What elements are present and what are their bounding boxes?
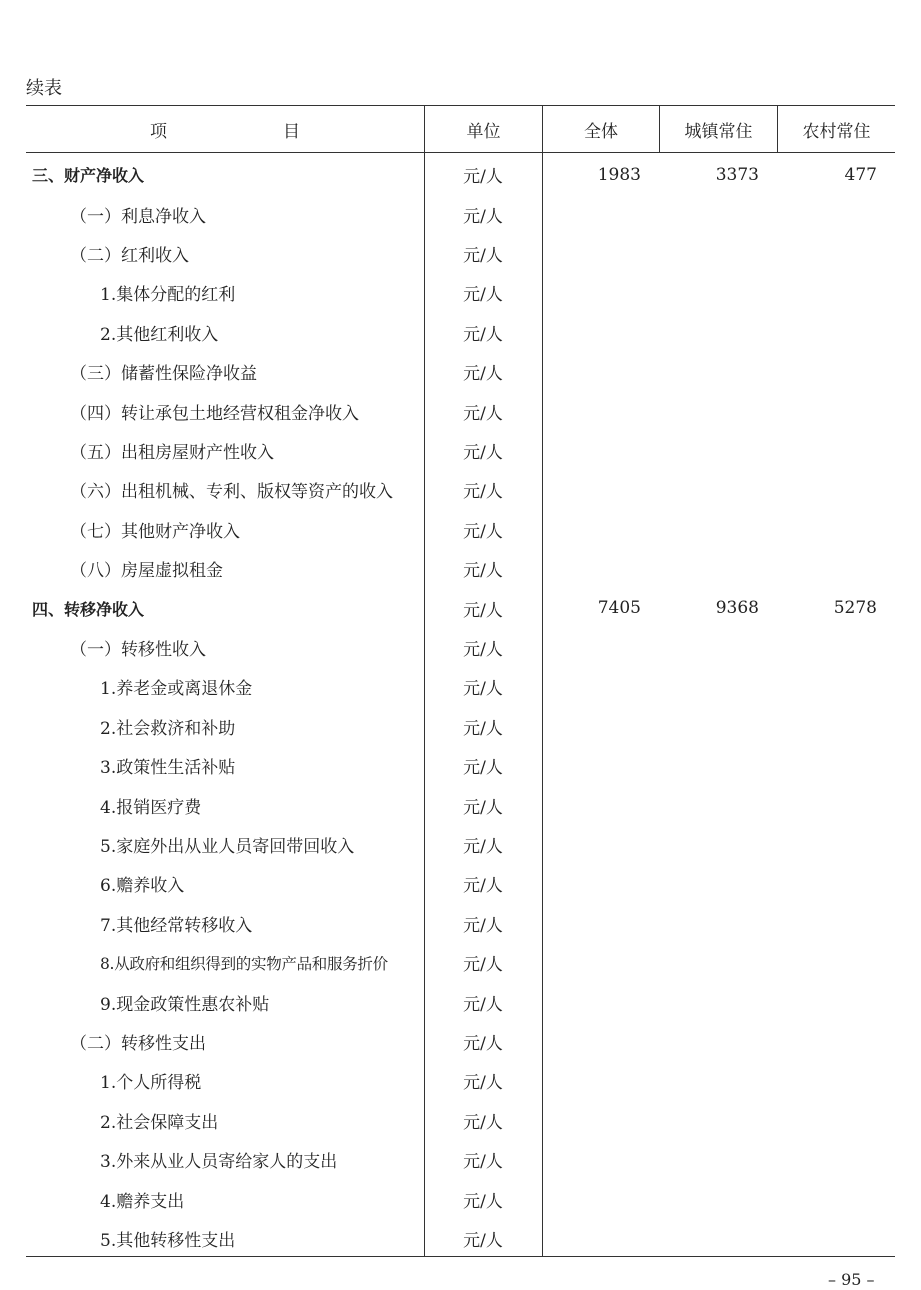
row-value-urban: 9368 bbox=[715, 598, 759, 619]
row-value-urban bbox=[659, 1179, 777, 1218]
row-unit: 元/人 bbox=[463, 482, 503, 503]
row-value-urban bbox=[659, 313, 777, 352]
table-row bbox=[26, 864, 895, 903]
page-number: – 95 – bbox=[828, 1270, 875, 1289]
header-rural: 农村常住 bbox=[777, 106, 895, 152]
row-value-rural bbox=[777, 431, 895, 470]
row-value-rural bbox=[777, 667, 895, 706]
row-unit: 元/人 bbox=[463, 167, 503, 188]
row-value-all bbox=[542, 1179, 659, 1218]
header-item bbox=[26, 106, 424, 152]
row-value-rural bbox=[777, 1179, 895, 1218]
row-value-all bbox=[542, 431, 659, 470]
row-value-rural: 477 bbox=[844, 164, 877, 185]
row-value-urban bbox=[659, 352, 777, 391]
row-value-all: 7405 bbox=[597, 598, 641, 619]
row-item: （八）房屋虚拟租金 bbox=[70, 561, 223, 582]
row-value-all bbox=[542, 1022, 659, 1061]
table-row bbox=[26, 707, 895, 746]
row-value-all bbox=[542, 707, 659, 746]
table-row bbox=[26, 628, 895, 667]
table-row bbox=[26, 510, 895, 549]
row-unit: 元/人 bbox=[463, 718, 503, 739]
header-item-left: 项 bbox=[150, 121, 167, 142]
row-value-urban bbox=[659, 549, 777, 588]
table-row bbox=[26, 1179, 895, 1218]
table-row bbox=[26, 667, 895, 706]
row-value-urban bbox=[659, 1022, 777, 1061]
row-item: （六）出租机械、专利、版权等资产的收入 bbox=[70, 482, 393, 503]
header-urban: 城镇常住 bbox=[659, 106, 777, 152]
row-unit: 元/人 bbox=[463, 1112, 503, 1133]
row-unit: 元/人 bbox=[463, 403, 503, 424]
row-value-rural bbox=[777, 1061, 895, 1100]
row-value-urban bbox=[659, 707, 777, 746]
row-item: 7.其他经常转移收入 bbox=[100, 915, 253, 936]
row-value-all bbox=[542, 1061, 659, 1100]
row-value-urban bbox=[659, 431, 777, 470]
row-value-rural bbox=[777, 864, 895, 903]
row-value-urban bbox=[659, 510, 777, 549]
row-value-urban bbox=[659, 785, 777, 824]
row-unit: 元/人 bbox=[463, 1191, 503, 1212]
row-value-all bbox=[542, 1101, 659, 1140]
row-unit: 元/人 bbox=[463, 836, 503, 857]
row-value-all: 1983 bbox=[597, 164, 641, 185]
row-item: （二）转移性支出 bbox=[70, 1033, 206, 1054]
table-row bbox=[26, 904, 895, 943]
row-value-urban bbox=[659, 470, 777, 509]
row-unit: 元/人 bbox=[463, 1033, 503, 1054]
table-row bbox=[26, 470, 895, 509]
row-unit: 元/人 bbox=[463, 285, 503, 306]
row-value-all bbox=[542, 194, 659, 233]
row-value-all bbox=[542, 549, 659, 588]
table-row bbox=[26, 1022, 895, 1061]
row-value-rural bbox=[777, 825, 895, 864]
row-value-all bbox=[542, 273, 659, 312]
table-row bbox=[26, 549, 895, 588]
row-value-urban bbox=[659, 628, 777, 667]
row-value-rural bbox=[777, 904, 895, 943]
header-unit: 单位 bbox=[424, 106, 542, 152]
row-item: （一）转移性收入 bbox=[70, 639, 206, 660]
table-row bbox=[26, 1140, 895, 1179]
table-caption: 续表 bbox=[26, 78, 62, 99]
table-row bbox=[26, 825, 895, 864]
row-item: 1.集体分配的红利 bbox=[100, 285, 236, 306]
row-unit: 元/人 bbox=[463, 324, 503, 345]
row-unit: 元/人 bbox=[463, 521, 503, 542]
row-value-rural bbox=[777, 194, 895, 233]
table-row bbox=[26, 352, 895, 391]
row-item: 5.其他转移性支出 bbox=[100, 1230, 236, 1251]
row-value-all bbox=[542, 785, 659, 824]
row-value-rural bbox=[777, 510, 895, 549]
table-row bbox=[26, 1061, 895, 1100]
table-row bbox=[26, 155, 895, 194]
row-value-rural: 5278 bbox=[833, 598, 877, 619]
row-value-rural bbox=[777, 1140, 895, 1179]
row-value-urban bbox=[659, 194, 777, 233]
row-item: （二）红利收入 bbox=[70, 245, 189, 266]
row-value-rural bbox=[777, 707, 895, 746]
table-row bbox=[26, 1101, 895, 1140]
row-value-all bbox=[542, 667, 659, 706]
row-item: 三、财产净收入 bbox=[32, 166, 145, 186]
row-unit: 元/人 bbox=[463, 1152, 503, 1173]
row-value-rural bbox=[777, 1219, 895, 1258]
row-item: （五）出租房屋财产性收入 bbox=[70, 442, 274, 463]
row-unit: 元/人 bbox=[463, 600, 503, 621]
row-item: （四）转让承包土地经营权租金净收入 bbox=[70, 403, 359, 424]
row-value-rural bbox=[777, 746, 895, 785]
row-item: 3.外来从业人员寄给家人的支出 bbox=[100, 1152, 338, 1173]
row-item: 1.养老金或离退休金 bbox=[100, 679, 253, 700]
row-value-all bbox=[542, 746, 659, 785]
row-unit: 元/人 bbox=[463, 876, 503, 897]
row-value-rural bbox=[777, 470, 895, 509]
table-row bbox=[26, 785, 895, 824]
row-value-rural bbox=[777, 234, 895, 273]
table-body bbox=[26, 153, 895, 1257]
row-value-urban bbox=[659, 864, 777, 903]
row-unit: 元/人 bbox=[463, 758, 503, 779]
row-item: 四、转移净收入 bbox=[32, 599, 145, 619]
row-unit: 元/人 bbox=[463, 639, 503, 660]
row-unit: 元/人 bbox=[463, 679, 503, 700]
row-value-all bbox=[542, 510, 659, 549]
row-value-all bbox=[542, 825, 659, 864]
row-item: （七）其他财产净收入 bbox=[70, 521, 240, 542]
row-value-all bbox=[542, 982, 659, 1021]
row-value-all bbox=[542, 904, 659, 943]
row-value-rural bbox=[777, 391, 895, 430]
row-item: 9.现金政策性惠农补贴 bbox=[100, 994, 270, 1015]
row-item: 2.社会保障支出 bbox=[100, 1112, 219, 1133]
table-row bbox=[26, 234, 895, 273]
row-value-all bbox=[542, 1140, 659, 1179]
row-value-urban bbox=[659, 1061, 777, 1100]
row-item: 4.报销医疗费 bbox=[100, 797, 202, 818]
row-item: 2.社会救济和补助 bbox=[100, 718, 236, 739]
row-item: 6.赡养收入 bbox=[100, 876, 185, 897]
table-row bbox=[26, 431, 895, 470]
row-value-urban bbox=[659, 1101, 777, 1140]
row-item: 8.从政府和组织得到的实物产品和服务折价 bbox=[100, 954, 388, 973]
row-item: 5.家庭外出从业人员寄回带回收入 bbox=[100, 836, 355, 857]
table-row bbox=[26, 982, 895, 1021]
row-unit: 元/人 bbox=[463, 955, 503, 976]
row-value-rural bbox=[777, 628, 895, 667]
row-unit: 元/人 bbox=[463, 442, 503, 463]
row-item: 3.政策性生活补贴 bbox=[100, 758, 236, 779]
row-value-all bbox=[542, 234, 659, 273]
row-value-urban bbox=[659, 1140, 777, 1179]
table-row bbox=[26, 746, 895, 785]
row-unit: 元/人 bbox=[463, 364, 503, 385]
row-value-urban: 3373 bbox=[715, 164, 759, 185]
row-value-rural bbox=[777, 982, 895, 1021]
table-row bbox=[26, 943, 895, 982]
row-unit: 元/人 bbox=[463, 1230, 503, 1251]
row-value-rural bbox=[777, 1101, 895, 1140]
table-row bbox=[26, 1219, 895, 1258]
row-value-urban bbox=[659, 904, 777, 943]
table-row bbox=[26, 194, 895, 233]
row-value-all bbox=[542, 864, 659, 903]
row-value-all bbox=[542, 313, 659, 352]
row-unit: 元/人 bbox=[463, 915, 503, 936]
row-unit: 元/人 bbox=[463, 1073, 503, 1094]
row-value-rural bbox=[777, 273, 895, 312]
table-row bbox=[26, 391, 895, 430]
row-unit: 元/人 bbox=[463, 561, 503, 582]
row-value-rural bbox=[777, 785, 895, 824]
row-value-rural bbox=[777, 313, 895, 352]
table-row bbox=[26, 313, 895, 352]
row-value-urban bbox=[659, 273, 777, 312]
row-item: 1.个人所得税 bbox=[100, 1073, 202, 1094]
row-unit: 元/人 bbox=[463, 206, 503, 227]
row-value-urban bbox=[659, 234, 777, 273]
row-unit: 元/人 bbox=[463, 245, 503, 266]
row-value-urban bbox=[659, 943, 777, 982]
row-value-all bbox=[542, 470, 659, 509]
row-unit: 元/人 bbox=[463, 994, 503, 1015]
row-value-urban bbox=[659, 982, 777, 1021]
header-item-right: 目 bbox=[283, 121, 300, 142]
row-item: （一）利息净收入 bbox=[70, 206, 206, 227]
row-value-all bbox=[542, 943, 659, 982]
row-value-rural bbox=[777, 549, 895, 588]
income-table bbox=[26, 105, 895, 1257]
header-all: 全体 bbox=[542, 106, 659, 152]
row-value-urban bbox=[659, 825, 777, 864]
row-item: 4.赡养支出 bbox=[100, 1191, 185, 1212]
row-value-rural bbox=[777, 943, 895, 982]
row-value-all bbox=[542, 628, 659, 667]
table-row bbox=[26, 588, 895, 627]
row-value-all bbox=[542, 1219, 659, 1258]
row-value-rural bbox=[777, 1022, 895, 1061]
row-unit: 元/人 bbox=[463, 797, 503, 818]
row-value-urban bbox=[659, 391, 777, 430]
row-value-all bbox=[542, 352, 659, 391]
row-value-urban bbox=[659, 1219, 777, 1258]
table-row bbox=[26, 273, 895, 312]
row-value-rural bbox=[777, 352, 895, 391]
table-header bbox=[26, 105, 895, 153]
row-value-urban bbox=[659, 746, 777, 785]
row-value-urban bbox=[659, 667, 777, 706]
row-item: （三）储蓄性保险净收益 bbox=[70, 364, 257, 385]
row-value-all bbox=[542, 391, 659, 430]
row-item: 2.其他红利收入 bbox=[100, 324, 219, 345]
